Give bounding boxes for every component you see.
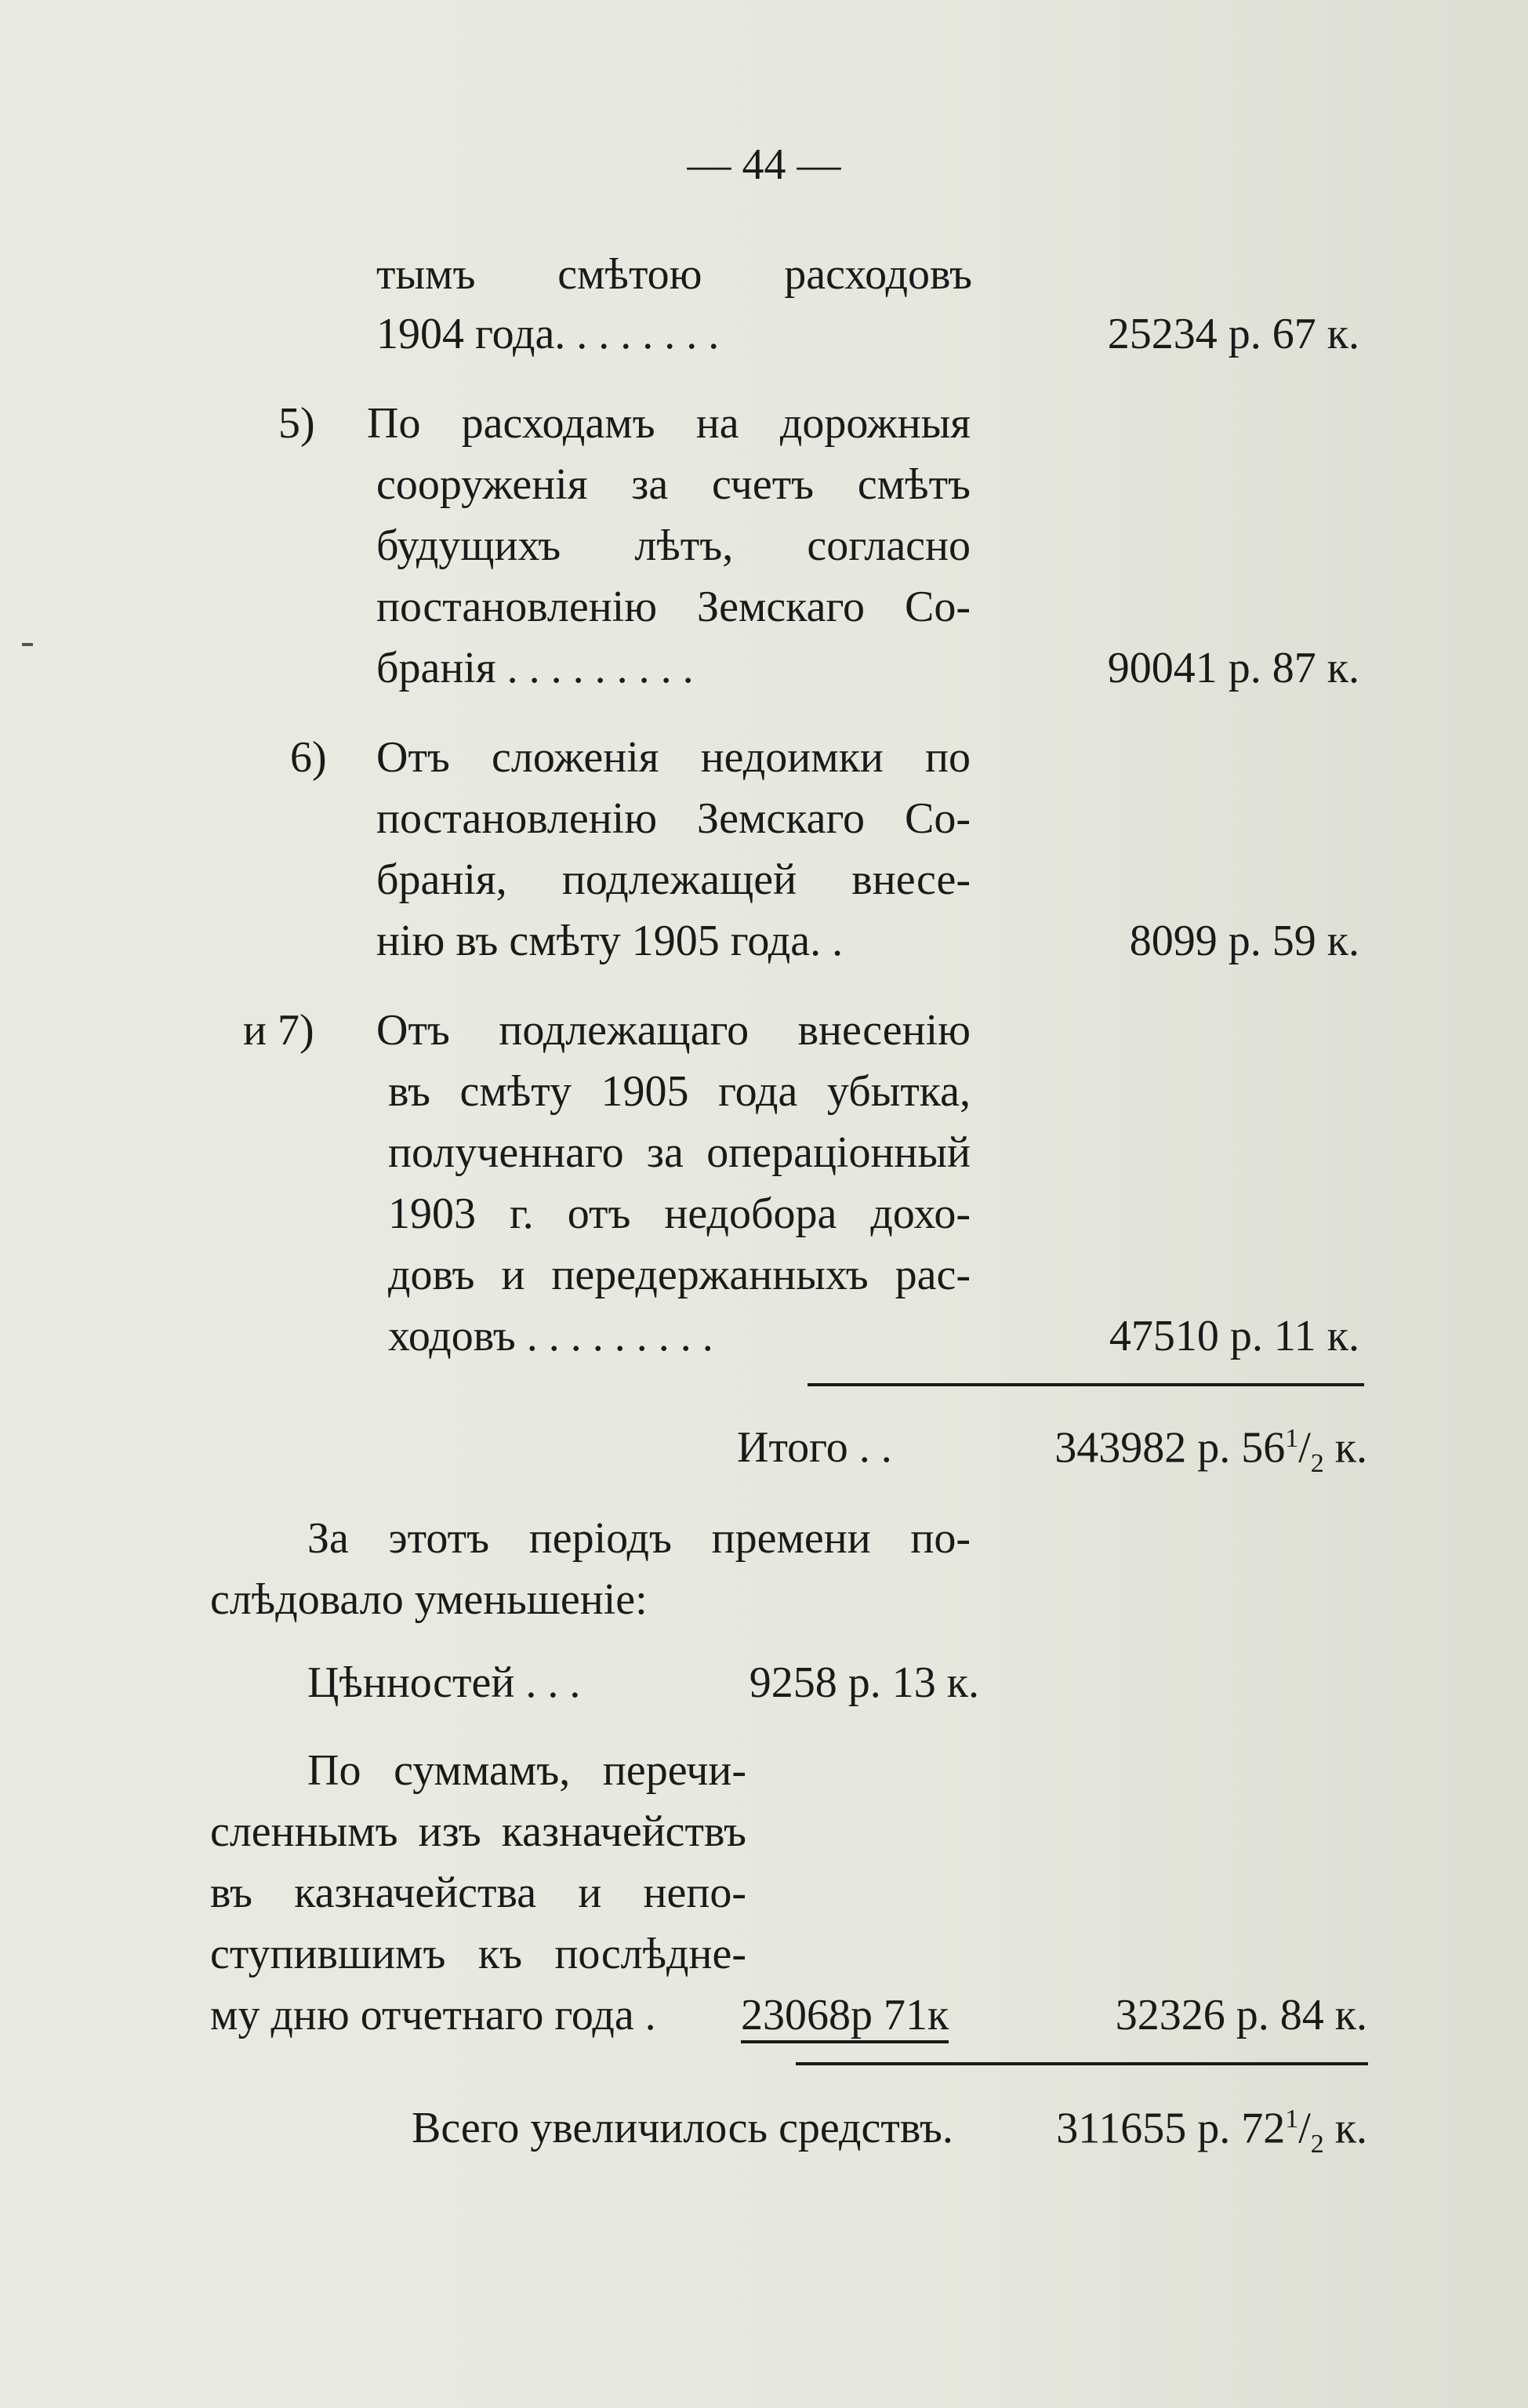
item6-amount: 8099 р. 59 к. bbox=[1129, 917, 1359, 965]
decrease-intro-line-1: За этотъ періодъ премени по- bbox=[307, 1514, 971, 1563]
grand-total-fraction-num: 1 bbox=[1285, 2105, 1299, 2134]
item4-amount: 25234 р. 67 к. bbox=[1107, 310, 1359, 358]
item7-line-3: полученнаго за операціонный bbox=[388, 1128, 971, 1177]
total-rule bbox=[808, 1383, 1364, 1386]
item7-line-4: 1903 г. отъ недобора дохо- bbox=[388, 1189, 971, 1238]
page-number: — 44 — bbox=[687, 140, 841, 189]
margin-mark bbox=[22, 643, 33, 646]
decrease-intro-line-2: слѣдовало уменьшеніе: bbox=[210, 1575, 648, 1624]
transfers-line-1: По суммамъ, перечи- bbox=[307, 1746, 746, 1795]
item5-line-4: постановленію Земскаго Со- bbox=[376, 583, 971, 631]
transfers-amount: 23068р 71к bbox=[741, 1993, 949, 2043]
item6-line-2: постановленію Земскаго Со- bbox=[376, 794, 971, 843]
total-amount-main: 343982 р. 56 bbox=[1054, 1423, 1286, 1473]
grand-total-amount: 311655 р. $72^1/_2$ к. bbox=[1056, 2104, 1367, 2159]
total-fraction-num: 1 bbox=[1285, 1424, 1299, 1453]
item5-amount: 90041 р. 87 к. bbox=[1107, 644, 1359, 692]
item5-line-5: бранія . . . . . . . . . bbox=[376, 644, 694, 692]
item4-line-2: 1904 года. . . . . . . . bbox=[376, 310, 720, 358]
transfers-line-2: сленнымъ изъ казначействъ bbox=[210, 1807, 746, 1856]
item7-line-1: Отъ подлежащаго внесенію bbox=[376, 1006, 971, 1055]
total-unit: к. bbox=[1334, 1423, 1367, 1473]
item6-line-3: бранія, подлежащей внесе- bbox=[376, 855, 971, 904]
item6-line-4: нію въ смѣту 1905 года. . bbox=[376, 917, 844, 965]
item5-line-1: По расходамъ на дорожныя bbox=[367, 399, 971, 448]
item5-line-3: будущихъ лѣтъ, согласно bbox=[376, 521, 971, 570]
grand-total-unit: к. bbox=[1334, 2104, 1367, 2153]
grand-total-label: Всего увеличилось средствъ. bbox=[412, 2104, 953, 2152]
item7-line-5: довъ и передержанныхъ рас- bbox=[388, 1251, 971, 1299]
item5-number: 5) bbox=[278, 399, 315, 448]
item4-line-1: тымъ смѣтою расходовъ bbox=[376, 250, 972, 299]
item7-line-2: въ смѣту 1905 года убытка, bbox=[388, 1067, 971, 1116]
item5-line-2: сооруженія за счетъ смѣтъ bbox=[376, 460, 971, 509]
transfers-line-4: ступившимъ къ послѣдне- bbox=[210, 1930, 746, 1978]
grand-total-rule bbox=[796, 2062, 1368, 2065]
item7-line-6: ходовъ . . . . . . . . . bbox=[388, 1312, 713, 1360]
item6-number: 6) bbox=[290, 733, 327, 782]
decrease-sum-amount: 32326 р. 84 к. bbox=[1115, 1991, 1367, 2039]
item7-number: и 7) bbox=[243, 1006, 314, 1055]
total-amount: 343982 р. $56^1/_2$ к. bbox=[1054, 1423, 1367, 1478]
transfers-line-5: му дню отчетнаго года . bbox=[210, 1991, 656, 2039]
total-fraction-den: 2 bbox=[1310, 1448, 1324, 1478]
item7-amount: 47510 р. 11 к. bbox=[1109, 1312, 1359, 1360]
grand-total-fraction-den: 2 bbox=[1310, 2129, 1324, 2159]
transfers-line-3: въ казначейства и непо- bbox=[210, 1869, 746, 1917]
total-label: Итого . . bbox=[737, 1423, 892, 1472]
values-label: Цѣнностей . . . bbox=[307, 1658, 581, 1707]
item6-line-1: Отъ сложенія недоимки по bbox=[376, 733, 971, 782]
values-amount: 9258 р. 13 к. bbox=[749, 1658, 979, 1707]
grand-total-amount-main: 311655 р. 72 bbox=[1056, 2104, 1286, 2153]
